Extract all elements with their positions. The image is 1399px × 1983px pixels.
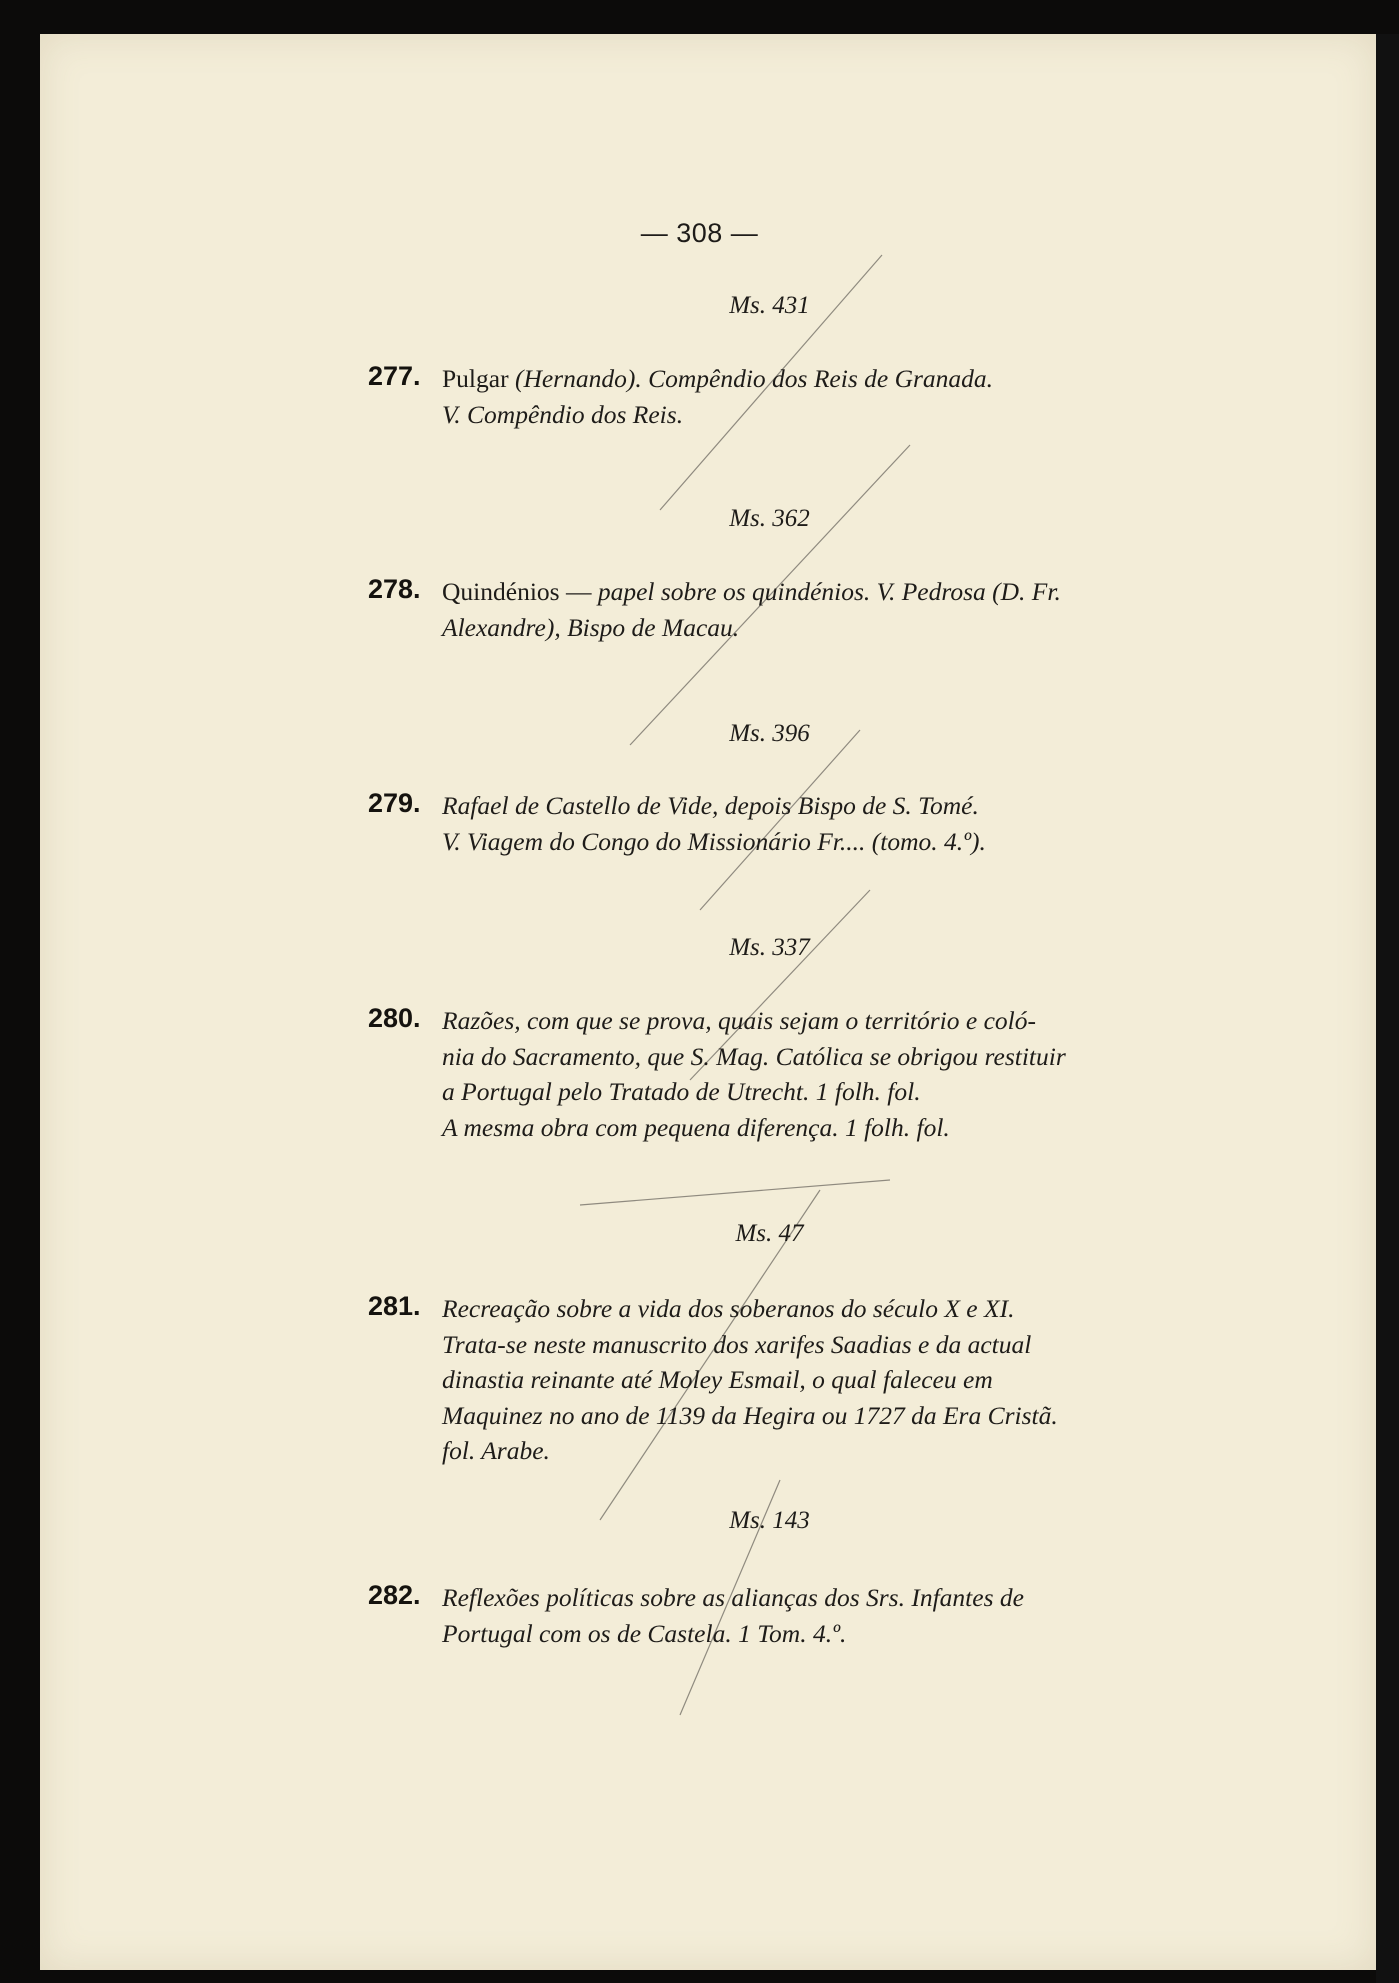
italic-text: A mesma obra com pequena diferença. 1 folh. fol.	[442, 1112, 950, 1142]
catalog-entry	[368, 1580, 1168, 1651]
italic-text: Trata-se neste manuscrito dos xarifes Saadias e da actual	[442, 1329, 1032, 1359]
catalog-entry	[368, 361, 1168, 432]
entry-line	[442, 1110, 1168, 1146]
entry-line	[442, 574, 1168, 610]
entry-text	[442, 574, 1168, 645]
catalog-entry	[368, 788, 1168, 859]
italic-text: Alexandre), Bispo de Macau.	[442, 612, 740, 642]
entry-line	[442, 1398, 1168, 1434]
entry-line	[442, 1327, 1168, 1363]
entry-number: 279.	[368, 788, 421, 818]
entry-line	[442, 1362, 1168, 1398]
italic-text: V. Compêndio dos Reis.	[442, 399, 684, 429]
manuscript-reference: Ms. 362	[729, 505, 810, 532]
catalog-entry	[368, 1291, 1168, 1469]
entry-text	[442, 361, 1168, 432]
entry-line	[442, 824, 1168, 860]
italic-text: (Hernando). Compêndio dos Reis de Granada.	[514, 364, 994, 393]
entry-number: 281.	[368, 1291, 421, 1321]
italic-text: fol. Arabe.	[442, 1436, 550, 1465]
manuscript-reference: Ms. 431	[729, 292, 810, 319]
entry-number: 278.	[368, 574, 421, 604]
italic-text: papel sobre os quindénios. V. Pedrosa (D. Fr.	[597, 577, 1061, 606]
entry-text	[442, 1003, 1168, 1145]
entry-line	[442, 788, 1168, 824]
roman-text: Pulgar	[442, 364, 515, 393]
manuscript-reference: Ms. 47	[735, 1220, 804, 1247]
manuscript-reference: Ms. 143	[729, 1507, 810, 1534]
manuscript-reference: Ms. 396	[729, 720, 810, 747]
entry-line	[442, 1616, 1168, 1652]
page-number: — 308 —	[640, 218, 759, 248]
italic-text: nia do Sacramento, que S. Mag. Católica se obrigou restituir	[442, 1041, 1066, 1071]
entry-line	[442, 397, 1168, 433]
italic-text: dinastia reinante até Moley Esmail, o qual faleceu em	[442, 1365, 993, 1394]
entry-line	[442, 361, 1168, 397]
entry-text	[442, 1291, 1168, 1469]
entry-text	[442, 1580, 1168, 1651]
italic-text: Maquinez no ano de 1139 da Hegira ou 1727 da Era Cristã.	[442, 1400, 1058, 1430]
italic-text: a Portugal pelo Tratado de Utrecht. 1 folh. fol.	[442, 1077, 921, 1106]
entry-line	[442, 1433, 1168, 1469]
catalog-entry	[368, 574, 1168, 645]
italic-text: V. Viagem do Congo do Missionário Fr.... (tomo. 4.º).	[442, 826, 986, 856]
italic-text: Recreação sobre a vida dos soberanos do século X e XI.	[442, 1294, 1015, 1323]
italic-text: Razões, com que se prova, quais sejam o território e coló-	[442, 1006, 1036, 1035]
entry-line	[442, 1039, 1168, 1075]
entry-line	[442, 1291, 1168, 1327]
manuscript-reference: Ms. 337	[729, 934, 810, 961]
entry-number: 282.	[368, 1580, 421, 1610]
entry-line	[442, 1074, 1168, 1110]
entry-number: 280.	[368, 1003, 421, 1033]
entry-line	[442, 610, 1168, 646]
italic-text: Portugal com os de Castela. 1 Tom. 4.º.	[442, 1618, 847, 1648]
catalog-entry	[368, 1003, 1168, 1145]
entry-number: 277.	[368, 361, 421, 391]
entry-line	[442, 1003, 1168, 1039]
pencil-stroke	[580, 1180, 890, 1205]
roman-text: Quindénios —	[442, 577, 598, 606]
entry-text	[442, 788, 1168, 859]
italic-text: Reflexões políticas sobre as alianças dos Srs. Infantes de	[442, 1583, 1024, 1612]
entry-line	[442, 1580, 1168, 1616]
italic-text: Rafael de Castello de Vide, depois Bispo de S. Tomé.	[442, 791, 979, 820]
